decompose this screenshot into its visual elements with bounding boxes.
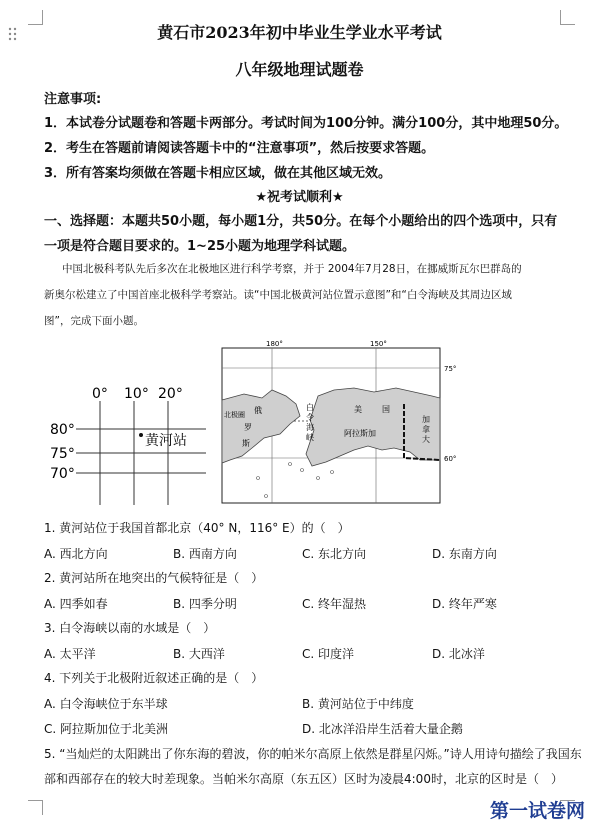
- lon-label-0: 0°: [92, 386, 108, 402]
- bering-label-2: 令: [306, 413, 314, 422]
- lat-label-70: 70°: [50, 466, 75, 482]
- usa-label-1: 美: [354, 405, 362, 414]
- canada-label-3: 大: [422, 435, 430, 444]
- lon-label-180: 180°: [266, 340, 283, 348]
- lon-label-150: 150°: [370, 340, 387, 348]
- question-3-stem: 3. 白令海峡以南的水域是（ ）: [44, 621, 216, 635]
- q4-option-c[interactable]: C. 阿拉斯加位于北美洲: [44, 722, 169, 736]
- section-heading-line1: 一、选择题：本题共50小题，每小题1分，共50分。在每个小题给出的四个选项中，只有: [44, 214, 558, 229]
- lat-label-75: 75°: [444, 365, 457, 373]
- bering-label-1: 白: [306, 403, 314, 412]
- russia-label-2: 罗: [244, 423, 252, 432]
- question-1-stem: 1. 黄河站位于我国首都北京（40° N，116° E）的（ ）: [44, 521, 350, 535]
- q3-option-b[interactable]: B. 大西洋: [173, 647, 225, 661]
- question-5-line2: 部和西部存在的较大时差现象。当帕米尔高原（东五区）区时为凌晨4:00时，北京的区时是（ ）: [44, 772, 563, 786]
- huanghe-station-grid-figure: [48, 383, 208, 513]
- bering-label-3: 海: [306, 423, 314, 432]
- site-watermark: 第一试卷网: [489, 800, 585, 822]
- bering-label-4: 峡: [306, 433, 314, 442]
- russia-label-3: 斯: [242, 439, 250, 448]
- russia-label-1: 俄: [254, 406, 262, 415]
- q3-option-c[interactable]: C. 印度洋: [302, 647, 355, 661]
- lat-label-60: 60°: [444, 455, 457, 463]
- q2-option-c[interactable]: C. 终年湿热: [302, 597, 367, 611]
- good-luck-text: ★祝考试顺利★: [255, 190, 344, 205]
- q2-option-a[interactable]: A. 四季如春: [44, 597, 108, 611]
- exam-title: 黄石市2023年初中毕业生学业水平考试: [157, 23, 442, 42]
- lat-label-80: 80°: [50, 422, 75, 438]
- q1-option-d[interactable]: D. 东南方向: [432, 547, 497, 561]
- q1-option-c[interactable]: C. 东北方向: [302, 547, 367, 561]
- intro-line-3: 图”，完成下面小题。: [44, 315, 144, 327]
- bering-strait-map-figure: [214, 338, 464, 508]
- q3-option-a[interactable]: A. 太平洋: [44, 647, 96, 661]
- q2-option-d[interactable]: D. 终年严寒: [432, 597, 497, 611]
- notes-item-3: 3．所有答案均须做在答题卡相应区域，做在其他区域无效。: [44, 166, 392, 181]
- q2-option-b[interactable]: B. 四季分明: [173, 597, 237, 611]
- q1-option-a[interactable]: A. 西北方向: [44, 547, 108, 561]
- notes-heading: 注意事项:: [44, 92, 102, 107]
- intro-line-1: 中国北极科考队先后多次在北极地区进行科学考察，并于 2004年7月28日，在挪威斯瓦尔巴群岛的: [62, 263, 522, 275]
- q4-option-b[interactable]: B. 黄河站位于中纬度: [302, 697, 414, 711]
- canada-label-1: 加: [422, 415, 430, 424]
- arctic-circle-label: 北极圈: [224, 411, 245, 419]
- section-heading-line2: 一项是符合题目要求的。1~25小题为地理学科试题。: [44, 239, 356, 254]
- lat-label-75: 75°: [50, 446, 75, 462]
- question-4-stem: 4. 下列关于北极附近叙述正确的是（ ）: [44, 671, 264, 685]
- question-2-stem: 2. 黄河站所在地突出的气候特征是（ ）: [44, 571, 264, 585]
- usa-label-2: 国: [382, 405, 390, 414]
- alaska-label: 阿拉斯加: [344, 429, 376, 438]
- q1-option-b[interactable]: B. 西南方向: [173, 547, 237, 561]
- corner-mark-bl: [28, 800, 43, 815]
- notes-item-2: 2．考生在答题前请阅读答题卡中的“注意事项”，然后按要求答题。: [44, 141, 435, 156]
- exam-subtitle: 八年级地理试题卷: [235, 60, 364, 79]
- q3-option-d[interactable]: D. 北冰洋: [432, 647, 485, 661]
- lon-label-20: 20°: [158, 386, 183, 402]
- notes-item-1: 1．本试卷分试题卷和答题卡两部分。考试时间为100分钟。满分100分，其中地理50分。: [44, 116, 568, 131]
- canada-label-2: 拿: [422, 425, 430, 434]
- lon-label-10: 10°: [124, 386, 149, 402]
- intro-line-2: 新奥尔松建立了中国首座北极科学考察站。读“中国北极黄河站位置示意图”和“白令海峡及其周边区域: [44, 289, 512, 301]
- q4-option-a[interactable]: A. 白令海峡位于东半球: [44, 697, 168, 711]
- station-label: 黄河站: [145, 433, 187, 449]
- station-point: [139, 433, 143, 437]
- q4-option-d[interactable]: D. 北冰洋沿岸生活着大量企鹅: [302, 722, 463, 736]
- question-5-line1: 5. “当灿烂的太阳跳出了你东海的碧波，你的帕米尔高原上依然是群星闪烁。”诗人用诗句描绘了我国东: [44, 747, 582, 761]
